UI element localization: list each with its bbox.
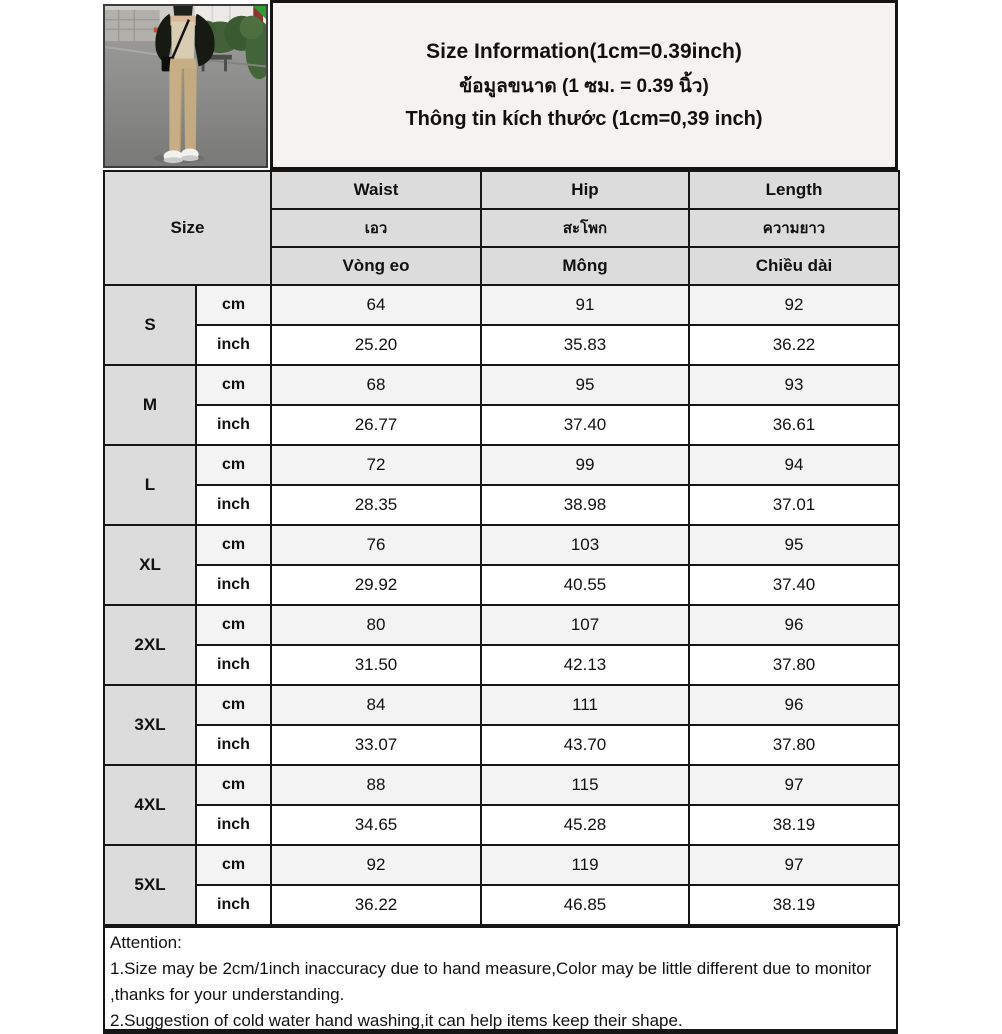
- col-header-waist-th: เอว: [271, 209, 481, 247]
- value-l-cm-1: 99: [481, 445, 689, 485]
- value-s-cm-1: 91: [481, 285, 689, 325]
- value-5xl-cm-0: 92: [271, 845, 481, 885]
- value-5xl-inch-0: 36.22: [271, 885, 481, 925]
- size-label-l: L: [104, 445, 196, 525]
- value-xl-inch-0: 29.92: [271, 565, 481, 605]
- row-xl-cm: [104, 525, 899, 565]
- col-header-hip-vi: Mông: [481, 247, 689, 285]
- row-s-cm: [104, 285, 899, 325]
- value-s-inch-1: 35.83: [481, 325, 689, 365]
- value-4xl-cm-2: 97: [689, 765, 899, 805]
- value-3xl-inch-0: 33.07: [271, 725, 481, 765]
- value-4xl-inch-1: 45.28: [481, 805, 689, 845]
- col-header-length: Length: [689, 171, 899, 209]
- value-m-inch-2: 36.61: [689, 405, 899, 445]
- row-m-cm: [104, 365, 899, 405]
- unit-cm-xl: cm: [196, 525, 271, 565]
- col-header-length-vi: Chiều dài: [689, 247, 899, 285]
- value-xl-cm-0: 76: [271, 525, 481, 565]
- value-4xl-inch-2: 38.19: [689, 805, 899, 845]
- product-photo-area: [103, 0, 270, 170]
- attention-line-1: 1.Size may be 2cm/1inch inaccuracy due to hand measure,Color may be little different due to monitor ,thanks for your understanding.: [110, 959, 872, 1004]
- value-3xl-inch-2: 37.80: [689, 725, 899, 765]
- unit-inch-4xl: inch: [196, 805, 271, 845]
- unit-cm-l: cm: [196, 445, 271, 485]
- size-label-xl: XL: [104, 525, 196, 605]
- row-5xl-cm: [104, 845, 899, 885]
- size-label-s: S: [104, 285, 196, 365]
- row-l-cm: [104, 445, 899, 485]
- value-m-cm-1: 95: [481, 365, 689, 405]
- row-3xl-inch: [104, 725, 899, 765]
- value-2xl-cm-2: 96: [689, 605, 899, 645]
- value-l-cm-0: 72: [271, 445, 481, 485]
- col-header-waist: Waist: [271, 171, 481, 209]
- value-xl-inch-1: 40.55: [481, 565, 689, 605]
- value-2xl-cm-0: 80: [271, 605, 481, 645]
- value-3xl-cm-0: 84: [271, 685, 481, 725]
- size-chart-page: [103, 0, 898, 1034]
- title-thai: ข้อมูลขนาด (1 ซม. = 0.39 นิ้ว): [459, 75, 709, 97]
- value-5xl-cm-2: 97: [689, 845, 899, 885]
- unit-cm-m: cm: [196, 365, 271, 405]
- unit-inch-m: inch: [196, 405, 271, 445]
- unit-cm-2xl: cm: [196, 605, 271, 645]
- value-2xl-cm-1: 107: [481, 605, 689, 645]
- unit-cm-3xl: cm: [196, 685, 271, 725]
- value-2xl-inch-2: 37.80: [689, 645, 899, 685]
- unit-inch-l: inch: [196, 485, 271, 525]
- value-5xl-inch-1: 46.85: [481, 885, 689, 925]
- col-header-waist-vi: Vòng eo: [271, 247, 481, 285]
- title-english: Size Information(1cm=0.39inch): [426, 39, 742, 63]
- size-label-m: M: [104, 365, 196, 445]
- value-xl-inch-2: 37.40: [689, 565, 899, 605]
- unit-cm-5xl: cm: [196, 845, 271, 885]
- row-l-inch: [104, 485, 899, 525]
- unit-inch-xl: inch: [196, 565, 271, 605]
- unit-inch-2xl: inch: [196, 645, 271, 685]
- value-s-cm-0: 64: [271, 285, 481, 325]
- title-vietnamese: Thông tin kích thước (1cm=0,39 inch): [405, 107, 763, 130]
- size-label-2xl: 2XL: [104, 605, 196, 685]
- value-4xl-inch-0: 34.65: [271, 805, 481, 845]
- value-xl-cm-1: 103: [481, 525, 689, 565]
- attention-title: Attention:: [110, 933, 182, 952]
- row-xl-inch: [104, 565, 899, 605]
- unit-inch-5xl: inch: [196, 885, 271, 925]
- row-m-inch: [104, 405, 899, 445]
- value-l-inch-2: 37.01: [689, 485, 899, 525]
- size-info-header: [270, 0, 898, 170]
- value-m-cm-2: 93: [689, 365, 899, 405]
- value-s-cm-2: 92: [689, 285, 899, 325]
- value-l-inch-1: 38.98: [481, 485, 689, 525]
- value-5xl-cm-1: 119: [481, 845, 689, 885]
- row-2xl-cm: [104, 605, 899, 645]
- attention-box: [103, 926, 898, 1034]
- row-4xl-inch: [104, 805, 899, 845]
- col-header-length-th: ความยาว: [689, 209, 899, 247]
- photo-illustration: [105, 6, 266, 166]
- size-label-4xl: 4XL: [104, 765, 196, 845]
- value-xl-cm-2: 95: [689, 525, 899, 565]
- size-label-5xl: 5XL: [104, 845, 196, 925]
- value-m-inch-1: 37.40: [481, 405, 689, 445]
- value-4xl-cm-0: 88: [271, 765, 481, 805]
- value-5xl-inch-2: 38.19: [689, 885, 899, 925]
- value-l-cm-2: 94: [689, 445, 899, 485]
- unit-cm-s: cm: [196, 285, 271, 325]
- col-header-hip-th: สะโพก: [481, 209, 689, 247]
- row-4xl-cm: [104, 765, 899, 805]
- top-section: [103, 0, 898, 170]
- value-s-inch-0: 25.20: [271, 325, 481, 365]
- row-2xl-inch: [104, 645, 899, 685]
- value-3xl-cm-2: 96: [689, 685, 899, 725]
- photo-corner-fold: [253, 6, 266, 19]
- value-4xl-cm-1: 115: [481, 765, 689, 805]
- product-photo: [103, 4, 268, 168]
- value-2xl-inch-1: 42.13: [481, 645, 689, 685]
- size-table-header: [104, 171, 899, 285]
- size-table-body: [104, 285, 899, 925]
- unit-cm-4xl: cm: [196, 765, 271, 805]
- value-3xl-cm-1: 111: [481, 685, 689, 725]
- value-m-inch-0: 26.77: [271, 405, 481, 445]
- value-s-inch-2: 36.22: [689, 325, 899, 365]
- col-header-hip: Hip: [481, 171, 689, 209]
- size-header-cell: Size: [104, 171, 271, 285]
- value-l-inch-0: 28.35: [271, 485, 481, 525]
- attention-line-2: 2.Suggestion of cold water hand washing,it can help items keep their shape.: [110, 1011, 683, 1030]
- row-3xl-cm: [104, 685, 899, 725]
- row-5xl-inch: [104, 885, 899, 925]
- value-2xl-inch-0: 31.50: [271, 645, 481, 685]
- unit-inch-3xl: inch: [196, 725, 271, 765]
- header-row-english: [104, 171, 899, 209]
- size-table: [103, 170, 900, 926]
- size-label-3xl: 3XL: [104, 685, 196, 765]
- unit-inch-s: inch: [196, 325, 271, 365]
- row-s-inch: [104, 325, 899, 365]
- value-3xl-inch-1: 43.70: [481, 725, 689, 765]
- value-m-cm-0: 68: [271, 365, 481, 405]
